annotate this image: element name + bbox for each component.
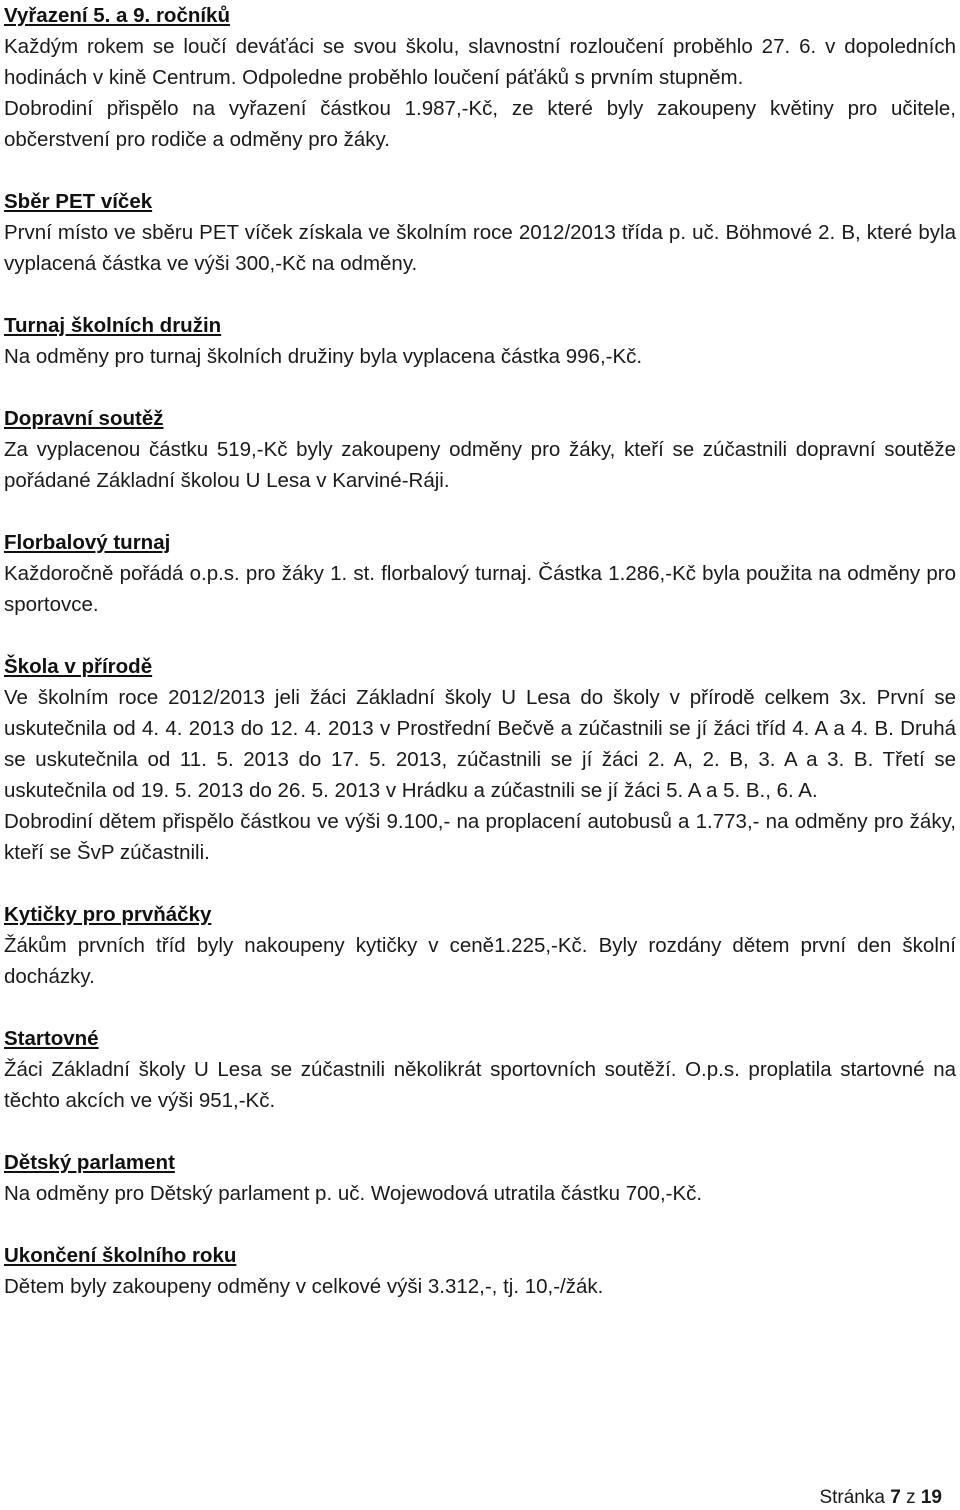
current-page-number: 7 — [890, 1487, 901, 1508]
total-pages-number: 19 — [920, 1487, 942, 1508]
section-skola-v-prirode — [4, 651, 956, 868]
section-paragraph: Za vyplacenou částku 519,-Kč byly zakoupeny odměny pro žáky, kteří se zúčastnili dopravní soutěže pořádané Základní školou U Lesa v Karviné-Ráji. — [4, 438, 956, 492]
section-heading: Ukončení školního roku — [4, 1244, 237, 1267]
page-footer — [819, 1486, 942, 1510]
spacer — [4, 1209, 956, 1240]
section-heading: Sběr PET víček — [4, 190, 153, 213]
section-heading: Vyřazení 5. a 9. ročníků — [4, 4, 230, 27]
section-paragraph: Ve školním roce 2012/2013 jeli žáci Základní školy U Lesa do školy v přírodě celkem 3x. První se uskutečnila od 4. 4. 2013 do 12. 4. 2013 v Prostřední Bečvě a zúčastnili se jí žáci tříd 4. A a 4. B. Druhá se uskutečnila od 11. 5. 2013 do 17. 5. 2013, zúčastnili se jí žáci 2. A, 2. B, 3. A a 3. B. Třetí se uskutečnila od 19. 5. 2013 do 26. 5. 2013 v Hrádku a zúčastnili se jí žáci 5. A a 5. B., 6. A. — [4, 686, 956, 802]
spacer — [4, 372, 956, 403]
section-paragraph: Na odměny pro Dětský parlament p. uč. Wojewodová utratila částku 700,-Kč. — [4, 1182, 703, 1205]
spacer — [4, 155, 956, 186]
section-detsky-parlament — [4, 1147, 956, 1209]
page-label: Stránka — [819, 1487, 885, 1508]
section-heading: Kytičky pro prvňáčky — [4, 903, 212, 926]
section-kyticky — [4, 899, 956, 992]
section-ukonceni-roku — [4, 1240, 956, 1302]
section-paragraph: Dobrodiní přispělo na vyřazení částkou 1.987,-Kč, ze které byly zakoupeny květiny pro učitele, občerstvení pro rodiče a odměny pro žáky. — [4, 97, 956, 151]
section-paragraph: Dobrodiní dětem přispělo částkou ve výši 9.100,- na proplacení autobusů a 1.773,- na odměny pro žáky, kteří se ŠvP zúčastnili. — [4, 810, 956, 864]
section-paragraph: Žáci Základní školy U Lesa se zúčastnili několikrát sportovních soutěží. O.p.s. proplatila startovné na těchto akcích ve výši 951,-Kč. — [4, 1058, 956, 1112]
section-heading: Dětský parlament — [4, 1151, 175, 1174]
spacer — [4, 992, 956, 1023]
section-startovne — [4, 1023, 956, 1116]
section-florbal — [4, 527, 956, 620]
section-vyrazeni — [4, 0, 956, 155]
section-heading: Dopravní soutěž — [4, 407, 164, 430]
section-dopravni-soutez — [4, 403, 956, 496]
spacer — [4, 868, 956, 899]
section-paragraph: Dětem byly zakoupeny odměny v celkové výši 3.312,-, tj. 10,-/žák. — [4, 1275, 604, 1298]
page-separator: z — [906, 1487, 916, 1508]
section-paragraph: První místo ve sběru PET víček získala ve školním roce 2012/2013 třída p. uč. Böhmové 2. B, které byla vyplacená částka ve výši 300,-Kč na odměny. — [4, 221, 956, 275]
spacer — [4, 496, 956, 527]
spacer — [4, 1116, 956, 1147]
section-paragraph: Žákům prvních tříd byly nakoupeny kytičky v ceně1.225,-Kč. Byly rozdány dětem první den školní docházky. — [4, 934, 956, 988]
section-sber-pet — [4, 186, 956, 279]
section-heading: Turnaj školních družin — [4, 314, 222, 337]
section-heading: Florbalový turnaj — [4, 531, 171, 554]
document-page — [4, 0, 956, 1302]
section-turnaj-druzin — [4, 310, 956, 372]
section-paragraph: Každoročně pořádá o.p.s. pro žáky 1. st. florbalový turnaj. Částka 1.286,-Kč byla použita na odměny pro sportovce. — [4, 562, 956, 616]
spacer — [4, 620, 956, 651]
spacer — [4, 279, 956, 310]
section-heading: Škola v přírodě — [4, 655, 153, 678]
section-paragraph: Každým rokem se loučí deváťáci se svou školu, slavnostní rozloučení proběhlo 27. 6. v dopoledních hodinách v kině Centrum. Odpoledne proběhlo loučení páťáků s prvním stupněm. — [4, 35, 956, 89]
section-paragraph: Na odměny pro turnaj školních družiny byla vyplacena částka 996,-Kč. — [4, 345, 643, 368]
section-heading: Startovné — [4, 1027, 99, 1050]
